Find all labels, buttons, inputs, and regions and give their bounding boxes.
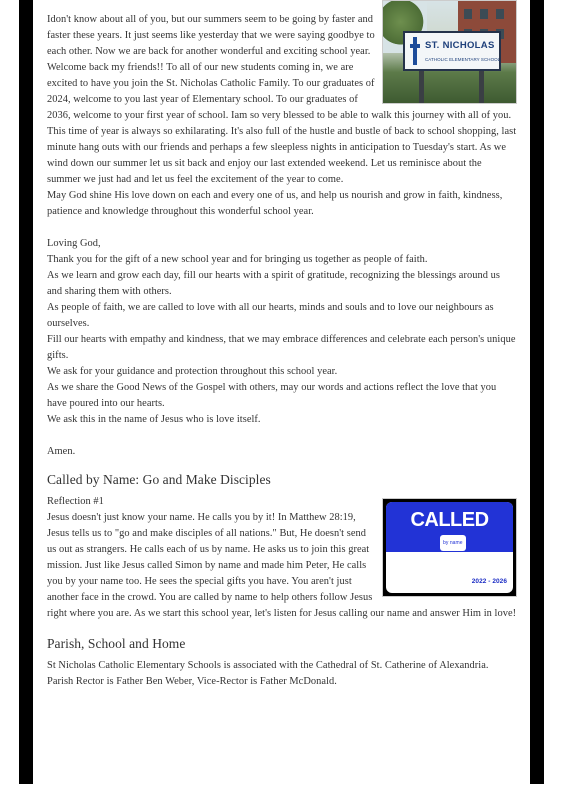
- section-heading-parish: Parish, School and Home: [47, 636, 186, 651]
- school-sign: [403, 31, 501, 71]
- section-heading-called-by-name: Called by Name: Go and Make Disciples: [47, 472, 271, 487]
- prayer-line: Fill our hearts with empathy and kindness, that we may embrace differences and celebrate each person's unique gifts.: [47, 334, 516, 361]
- parish-paragraph: St Nicholas Catholic Elementary Schools is associated with the Cathedral of St. Catherine of Alexandria. Parish Rector is Father Ben Weber, Vice-Rector is Father McDonald.: [47, 660, 489, 687]
- prayer-line: As we share the Good News of the Gospel with others, may our words and actions reflect the love that you have poured into our hearts.: [47, 382, 497, 409]
- prayer-line: Loving God,: [47, 238, 101, 249]
- called-tag: by name: [440, 535, 466, 551]
- called-years: 2022 - 2026: [471, 578, 507, 585]
- prayer-line: As we learn and grow each day, fill our hearts with a spirit of gratitude, recognizing the blessings around us and sharing them with others.: [47, 270, 500, 297]
- prayer-line: Thank you for the gift of a new school year and for bringing us together as people of faith.: [47, 254, 428, 265]
- sign-school-name: ST. NICHOLAS: [425, 40, 495, 51]
- called-word: CALLED: [410, 509, 489, 531]
- sign-subtitle: CATHOLIC ELEMENTARY SCHOOL: [425, 57, 501, 62]
- left-page-border: [19, 0, 33, 784]
- prayer-line: We ask this in the name of Jesus who is love itself.: [47, 414, 261, 425]
- intro-paragraph: May God shine His love down on each and every one of us, and help us nourish and grow in faith, kindness, patience and knowledge throughout this wonderful school year.: [47, 190, 503, 217]
- prayer-line: We ask for your guidance and protection throughout this school year.: [47, 366, 338, 377]
- intro-paragraph: Idon't know about all of you, but our summers seem to be going by faster and faster these years. It just seems like yesterday that we were saying goodbye to each other. Now we are back for another wonderful and exciting school year. Welcome back my friends!! To all of our new students coming in, we are excited to have you join the St. Nicholas Catholic Family. To our graduates of 2024, welcome to you last year of Elementary school. To our graduates of 2036, welcome to your first year of school. Iam so very blessed to be able to walk this journey with all of you. This time of year is always so exhilarating. It's also full of the hustle and bustle of back to school shopping, last minute hang outs with our friends and perhaps a few sleepless nights in anticipation to Tuesday's start. As we wind down our summer let us sit back and enjoy our last extended weekend. Let us reminisce about the summer we just had and let us feel the excitement of the year to come.: [47, 14, 517, 185]
- right-page-border: [530, 0, 544, 784]
- prayer-line: As people of faith, we are called to love with all our hearts, minds and souls and to love our neighbours as ourselves.: [47, 302, 494, 329]
- article-body: [47, 12, 517, 690]
- school-sign-photo: [382, 0, 517, 104]
- called-by-name-logo: [382, 498, 517, 597]
- reflection-paragraph: Jesus doesn't just know your name. He calls you by it! In Matthew 28:19, Jesus tells us to "go and make disciples of all nations." But, He doesn't send us out as strangers. He calls each of us by name. He asks us to join this great mission. Just like Jesus called Simon by name and made him Peter, He calls you by your name too. He sees the special gifts you have. You aren't just another face in the crowd. You are called by name to help others follow Jesus right where you are. As we start this school year, let's listen for Jesus calling our name and answer Him in love!: [47, 512, 517, 619]
- prayer-amen: Amen.: [47, 446, 76, 457]
- cross-icon: [410, 37, 420, 65]
- reflection-label: Reflection #1: [47, 496, 104, 507]
